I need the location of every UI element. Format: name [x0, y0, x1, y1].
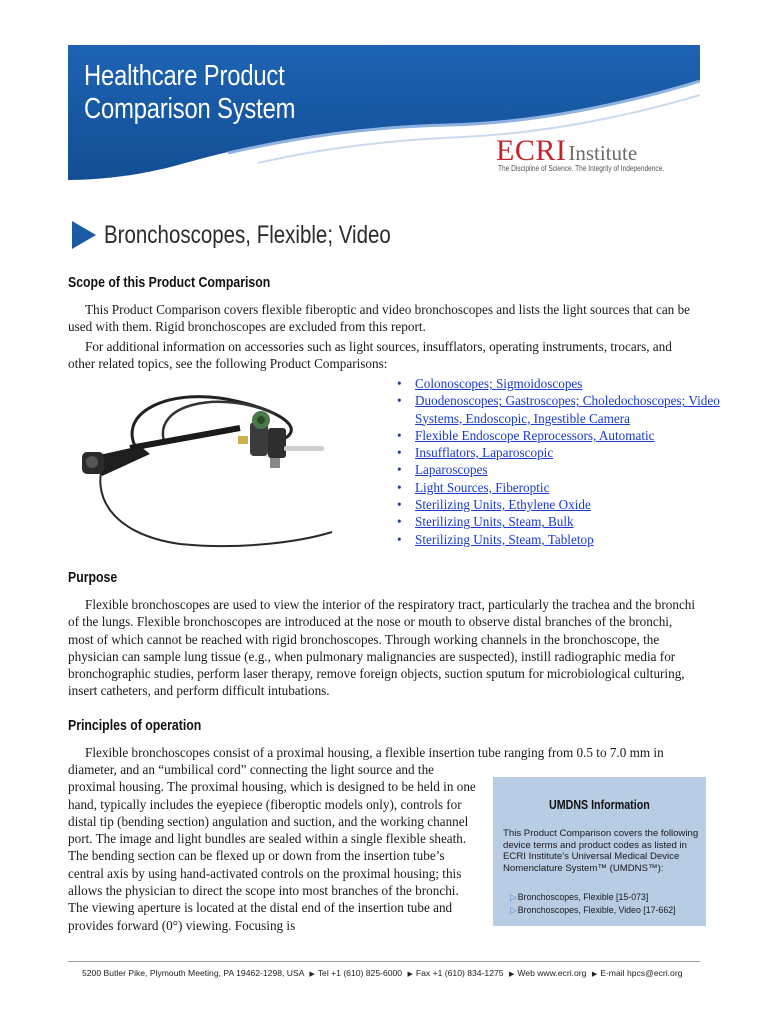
- ecri-logo: ECRIInstitute: [496, 134, 638, 167]
- document-title: Bronchoscopes, Flexible; Video: [104, 220, 391, 249]
- sidebar-title: UMDNS Information: [549, 797, 650, 812]
- header-title: Healthcare Product Comparison System: [84, 60, 296, 125]
- list-item: • Laparoscopes: [397, 462, 488, 478]
- list-item: • Sterilizing Units, Ethylene Oxide: [397, 497, 591, 513]
- footer-web[interactable]: Web www.ecri.org: [517, 968, 587, 978]
- list-item: • Colonoscopes; Sigmoidoscopes: [397, 376, 583, 391]
- link-insufflators[interactable]: Insufflators, Laparoscopic: [415, 445, 554, 461]
- footer-tel: Tel +1 (610) 825-6000: [317, 968, 403, 978]
- footer-email[interactable]: E-mail hpcs@ecri.org: [600, 968, 683, 978]
- list-item: • Sterilizing Units, Steam, Bulk: [397, 514, 574, 530]
- footer-fax: Fax +1 (610) 834-1275: [415, 968, 504, 978]
- link-light-sources[interactable]: Light Sources, Fiberoptic: [415, 479, 550, 495]
- link-colonoscopes[interactable]: Colonoscopes; Sigmoidoscopes: [415, 376, 583, 391]
- list-item: • Insufflators, Laparoscopic: [397, 445, 554, 461]
- purpose-paragraph: Flexible bronchoscopes are used to view the interior of the respiratory tract, particularly the trachea and the bronchi of the lungs. Flexible bronchoscopes are introduced at the nose or mouth to observe distal branches of the bronchi, most of which cannot be reached with rigid bronchoscopes. Through working channels in the bronchoscope, the physician can sample lung tissue (e.g., when pulmonary malignancies are suspected), instill radiographic media for bronchographic studies, perform laser therapy, remove foreign objects, suction sputum for microbiological culturing, insert catheters, and perform difficult intubations.: [68, 597, 696, 699]
- umdns-sidebar: [493, 777, 706, 926]
- footer-divider: [68, 961, 700, 962]
- link-sterilizing-eto[interactable]: Sterilizing Units, Ethylene Oxide: [415, 497, 591, 513]
- scope-paragraph-1: This Product Comparison covers flexible fiberoptic and video bronchoscopes and lists the light sources that can be used with them. Rigid bronchoscopes are excluded from this report.: [68, 302, 691, 335]
- ecri-tagline: The Discipline of Science. The Integrity of Independence.: [498, 164, 665, 173]
- purpose-heading: Purpose: [68, 569, 118, 586]
- related-comparisons-list: [397, 375, 768, 548]
- arrow-icon: ▶: [508, 971, 515, 978]
- triangle-icon: ▷: [510, 892, 517, 902]
- sidebar-item: ▷Bronchoscopes, Flexible [15-073]: [510, 892, 649, 902]
- list-item: • Duodenoscopes; Gastroscopes; Choledochoscopes; Video Systems, Endoscopic, Ingestible Camera: [397, 393, 720, 426]
- arrow-icon: ▶: [591, 971, 598, 978]
- list-item: • Flexible Endoscope Reprocessors, Automatic: [397, 427, 655, 443]
- principles-paragraph-line1: Flexible bronchoscopes consist of a proximal housing, a flexible insertion tube ranging from 0.5 to 7.0 mm in: [85, 745, 664, 760]
- list-item: • Sterilizing Units, Steam, Tabletop: [397, 531, 594, 547]
- link-laparoscopes[interactable]: Laparoscopes: [415, 462, 488, 478]
- link-sterilizing-steam-tabletop[interactable]: Sterilizing Units, Steam, Tabletop: [415, 531, 594, 547]
- principles-paragraph: diameter, and an “umbilical cord” connecting the light source and the proximal housing. The proximal housing, which is designed to be held in one hand, typically includes the eyepiece (fiberoptic models only), controls for distal tip (bending section) angulation and suction, and the working channel port. The image and light bundles are sealed within a single flexible sheath. The bending section can be flexed up or down from the insertion tube’s central axis by using hand-activated controls on the proximal housing; this allows the physician to direct the scope into most branches of the bronchi. The viewing aperture is located at the distal end of the insertion tube and provides forward (0°) viewing. Focusing is: [68, 762, 476, 933]
- link-sterilizing-steam-bulk[interactable]: Sterilizing Units, Steam, Bulk: [415, 514, 574, 530]
- arrow-icon: ▶: [309, 971, 315, 978]
- document-title-row: [72, 220, 454, 250]
- title-arrow-icon: [72, 221, 96, 249]
- arrow-icon: ▶: [407, 971, 413, 978]
- footer-address: 5200 Butler Pike, Plymouth Meeting, PA 19462-1298, USA: [82, 968, 304, 978]
- bronchoscope-image: [70, 384, 340, 552]
- scope-paragraph-2: For additional information on accessories such as light sources, insufflators, operating instruments, trocars, and other related topics, see the following Product Comparisons:: [68, 339, 672, 372]
- footer: [82, 968, 682, 978]
- scope-heading: Scope of this Product Comparison: [68, 274, 271, 291]
- sidebar-text: This Product Comparison covers the following device terms and product codes as listed in ECRI Institute’s Universal Medical Device Nomenclature System™ (UMDNS™):: [503, 828, 699, 874]
- list-item: • Light Sources, Fiberoptic: [397, 479, 550, 495]
- principles-heading: Principles of operation: [68, 717, 202, 734]
- link-endoscope-reprocessors[interactable]: Flexible Endoscope Reprocessors, Automatic: [415, 427, 655, 443]
- sidebar-item: ▷Bronchoscopes, Flexible, Video [17-662]: [510, 905, 676, 915]
- link-duodenoscopes[interactable]: Duodenoscopes; Gastroscopes; Choledochoscopes; Video Systems, Endoscopic, Ingestible Camera: [415, 393, 720, 426]
- triangle-icon: ▷: [510, 905, 517, 915]
